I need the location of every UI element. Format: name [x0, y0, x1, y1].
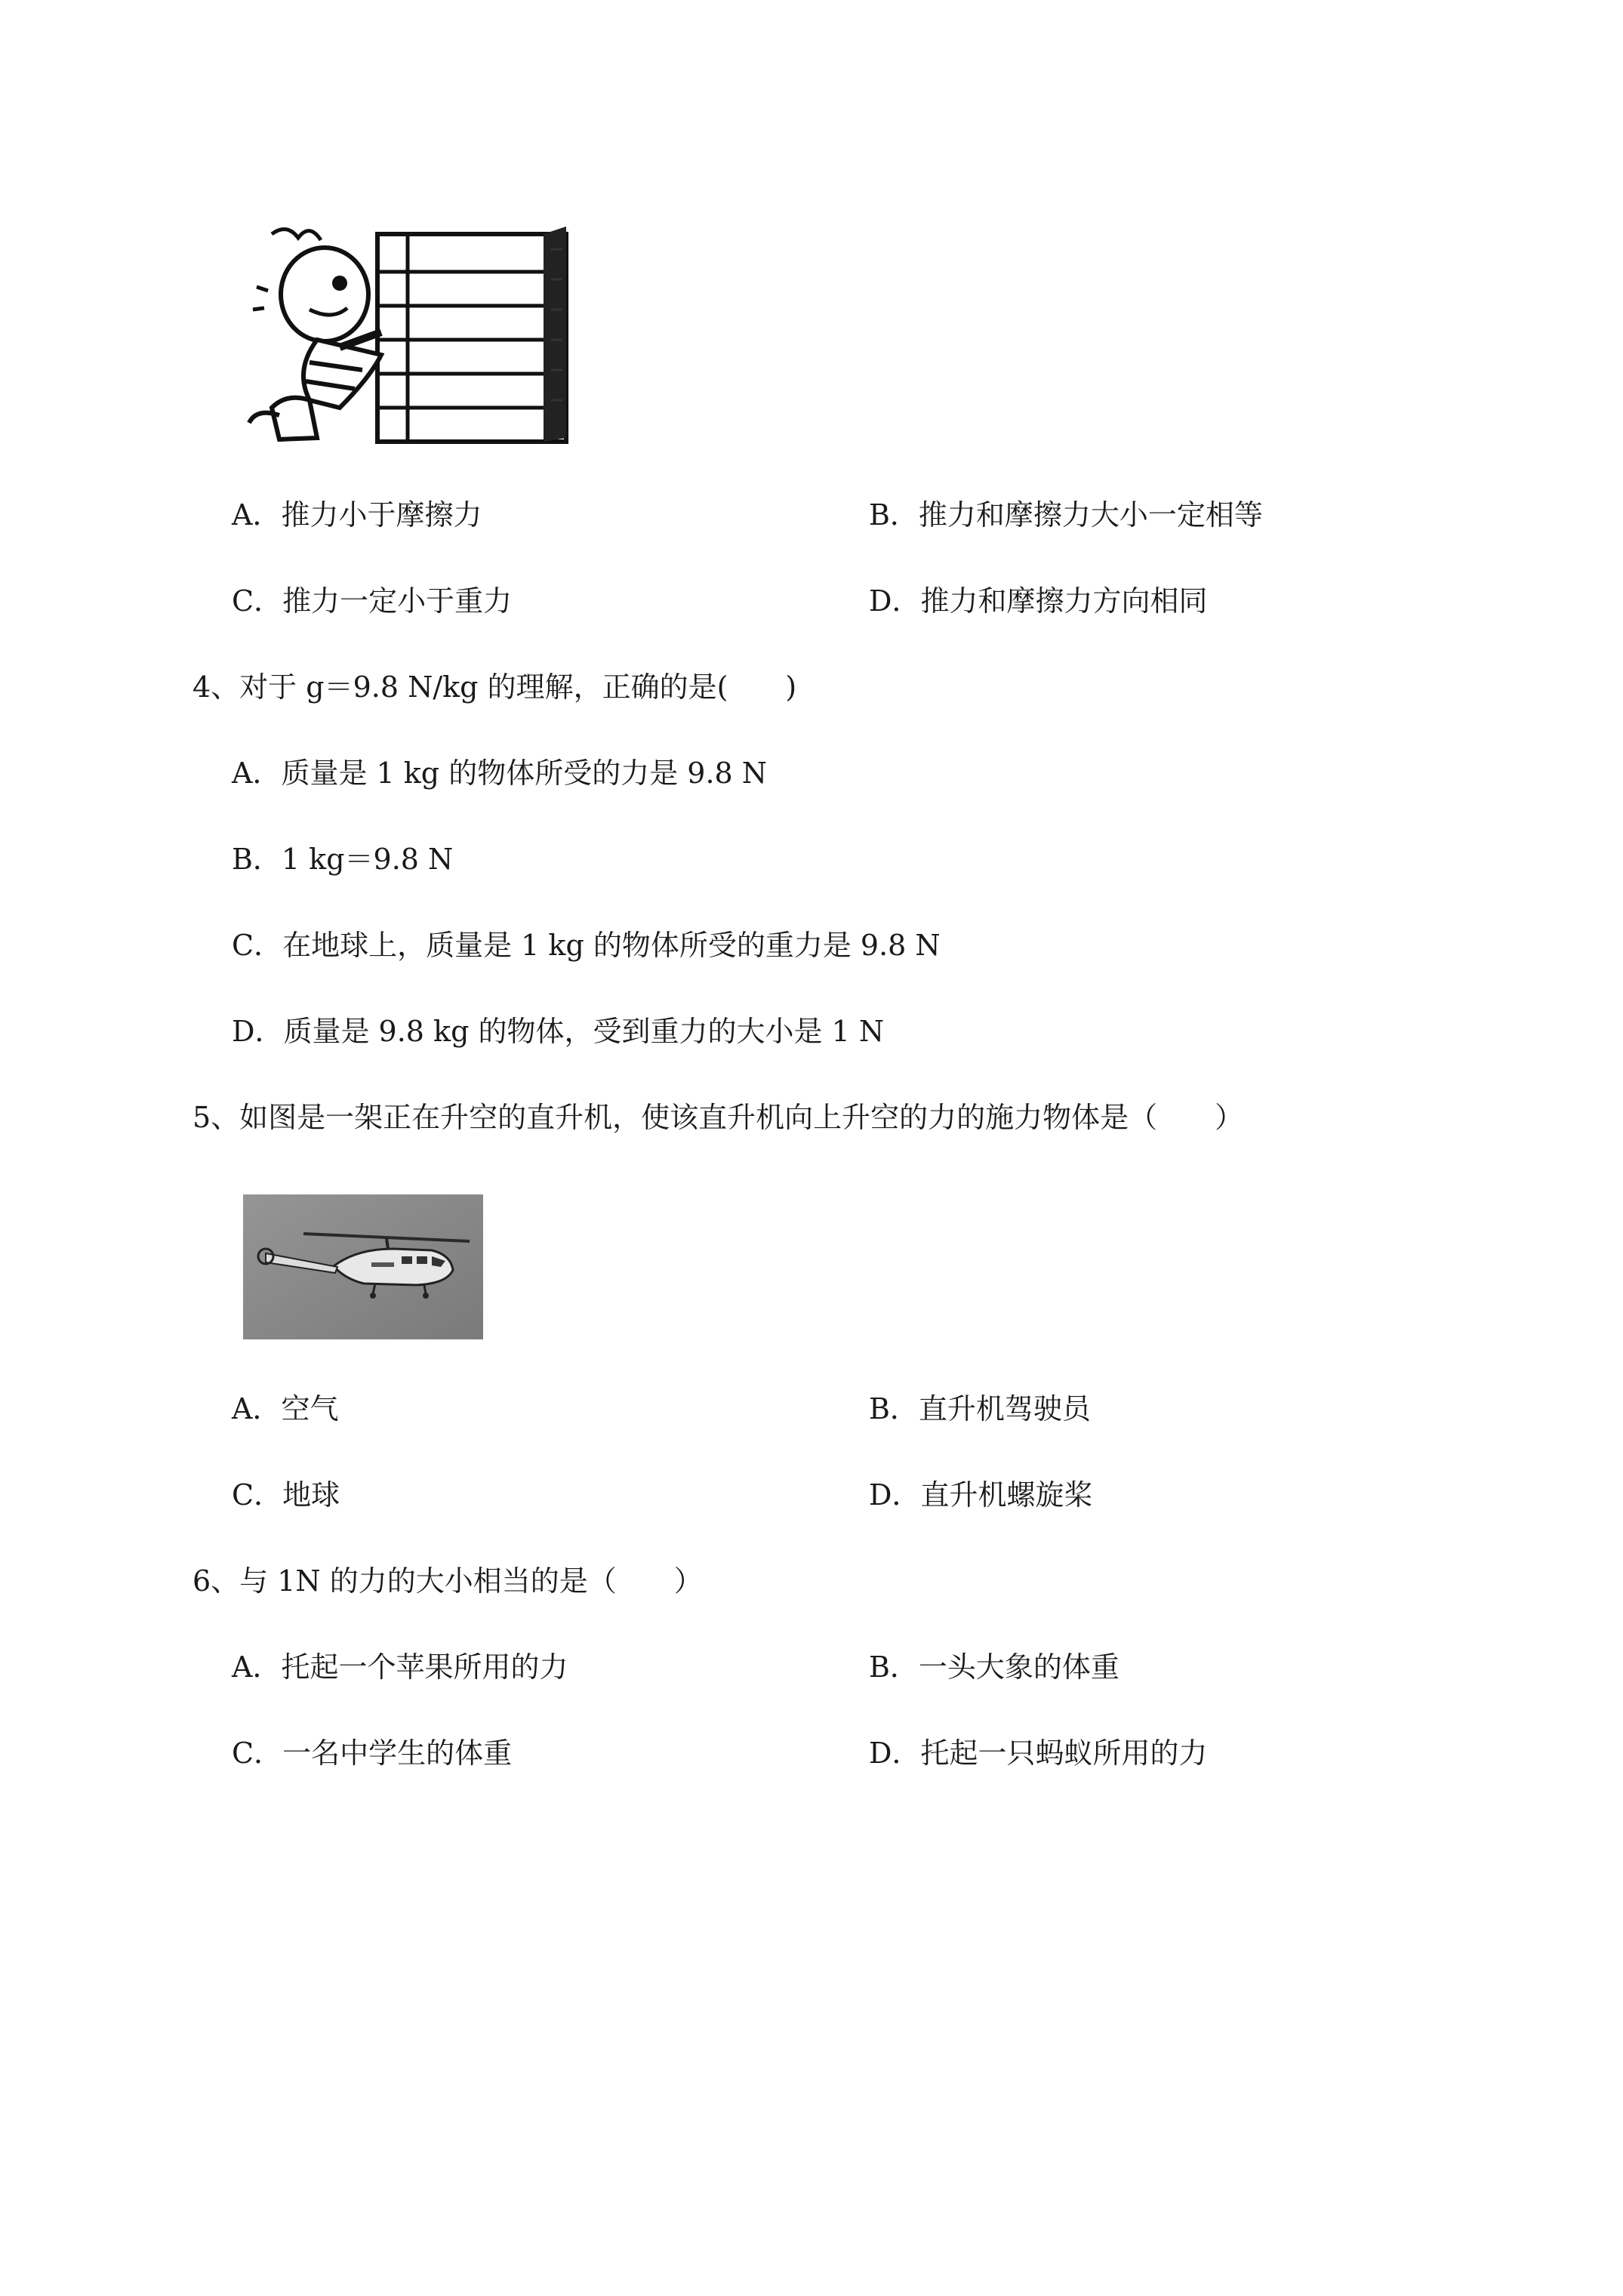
q5-option-b: B．直升机驾驶员 [869, 1392, 1091, 1425]
helicopter-photo [243, 1194, 483, 1339]
q6-option-a: A．托起一个苹果所用的力 [232, 1650, 568, 1684]
q5-stem: 5、如图是一架正在升空的直升机，使该直升机向上升空的力的施力物体是（ ） [192, 1101, 1244, 1134]
q4-option-d: D．质量是 9.8 kg 的物体，受到重力的大小是 1 N [232, 1015, 885, 1048]
q6-stem: 6、与 1N 的力的大小相当的是（ ） [192, 1564, 703, 1598]
q6-option-c: C．一名中学生的体重 [232, 1737, 513, 1770]
q5-option-c: C．地球 [232, 1478, 340, 1512]
q3-option-b: B．推力和摩擦力大小一定相等 [869, 498, 1263, 532]
q3-option-a: A．推力小于摩擦力 [232, 498, 482, 532]
q3-option-c: C．推力一定小于重力 [232, 584, 513, 618]
q4-stem: 4、对于 g＝9.8 N/kg 的理解，正确的是( ) [192, 670, 797, 704]
q6-option-d: D．托起一只蚂蚁所用的力 [869, 1737, 1208, 1770]
q5-option-d: D．直升机螺旋桨 [869, 1478, 1093, 1512]
q4-option-a: A．质量是 1 kg 的物体所受的力是 9.8 N [232, 757, 768, 790]
q3-option-d: D．推力和摩擦力方向相同 [869, 584, 1208, 618]
q4-option-c: C．在地球上，质量是 1 kg 的物体所受的重力是 9.8 N [232, 929, 941, 962]
q6-option-b: B．一头大象的体重 [869, 1650, 1119, 1684]
person-pushing-cabinet-figure [226, 219, 574, 445]
q4-option-b: B．1 kg＝9.8 N [232, 843, 454, 876]
q5-option-a: A．空气 [232, 1392, 339, 1425]
